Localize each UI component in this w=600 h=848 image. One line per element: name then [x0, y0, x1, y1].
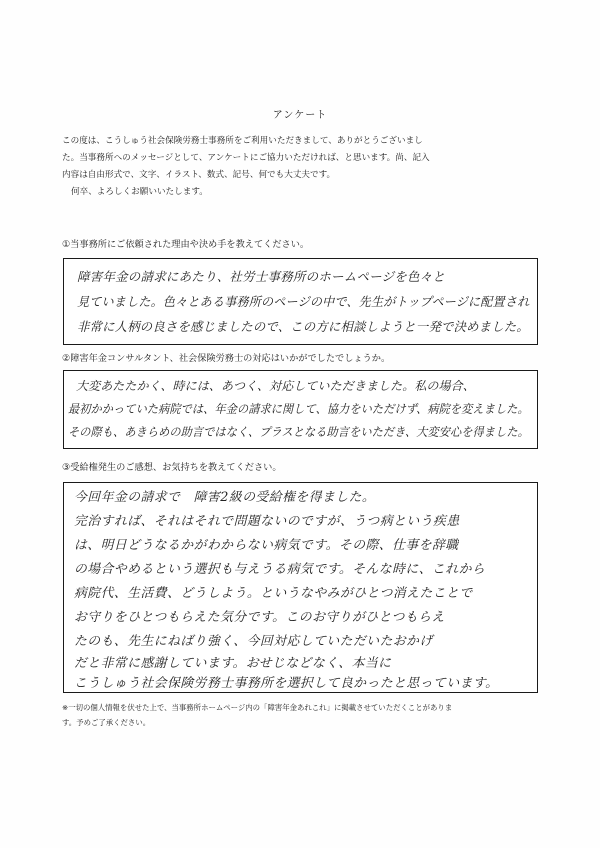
handwritten-line: 最初かかっていた病院では、年金の請求に関して、協力をいただけず、病院を変えました。 [68, 402, 529, 416]
handwritten-line: たのも、先生にねばり強く、今回対応していただいたおかげ [74, 634, 433, 649]
handwritten-line: 非常に人柄の良さを感じましたので、この方に相談しようと一発で決めました。 [77, 319, 529, 334]
question-3-label: ③受給権発生のご感想、お気持ちを教えてください。 [62, 462, 282, 473]
privacy-note [62, 700, 542, 730]
intro-line: この度は、こうしゅう社会保険労務士事務所をご利用いただきまして、ありがとうございまし [62, 136, 423, 146]
handwritten-line: 大変あたたかく、時には、あつく、対応していただきました。私の場合、 [76, 379, 475, 393]
handwritten-line: その際も、あきらめの助言ではなく、プラスとなる助言をいただき、大変安心を得ました。 [68, 425, 529, 439]
handwritten-line: の場合やめるという選択も与えうる病気です。そんな時に、これから [74, 562, 486, 577]
answer-box-2 [63, 370, 538, 449]
handwritten-line: 今回年金の請求で 障害2級の受給権を得ました。 [74, 490, 376, 505]
intro-line: 内容は自由形式で、文字、イラスト、数式、記号、何でも大丈夫です。 [62, 170, 336, 180]
intro-line: た。当事務所へのメッセージとして、アンケートにご協力いただければ、と思います。尚、記入 [62, 153, 430, 163]
page-title: アンケート [272, 110, 328, 121]
handwritten-line: だと非常に感謝しています。おせじなどなく、本当に [74, 656, 392, 671]
intro-text [62, 133, 552, 201]
handwritten-line: 障害年金の請求にあたり、社労士事務所のホームページを色々と [77, 269, 446, 284]
handwritten-line: 病院代、生活費、どうしよう。というなやみがひとつ消えたことで [74, 586, 473, 601]
question-1-label: ①当事務所にご依頼された理由や決め手を教えてください。 [62, 239, 310, 250]
handwritten-line: こうしゅう社会保険労務士事務所を選択して良かったと思っています。 [74, 676, 499, 691]
answer-box-1 [63, 258, 538, 345]
intro-line: 何卒、よろしくお願いいたします。 [71, 187, 208, 197]
footer-line: す。予めご了承ください。 [62, 718, 151, 727]
handwritten-line: 見ていました。色々とある事務所のページの中で、先生がトップページに配置され [77, 294, 530, 309]
handwritten-line: 完治すれば、それはそれで問題ないのですが、うつ病という疾患 [74, 514, 460, 529]
handwritten-line: は、明日どうなるかがわからない病気です。その際、仕事を辞職 [74, 538, 459, 553]
answer-box-3 [63, 482, 538, 693]
handwritten-line: お守りをひとつもらえた気分です。このお守りがひとつもらえ [74, 610, 445, 625]
footer-line: ※一切の個人情報を伏せた上で、当事務所ホームページ内の「障害年金あれこれ」に掲載させていただくことがありま [62, 703, 453, 712]
question-2-label: ②障害年金コンサルタント、社会保険労務士の対応はいかがでしたでしょうか。 [62, 353, 391, 364]
